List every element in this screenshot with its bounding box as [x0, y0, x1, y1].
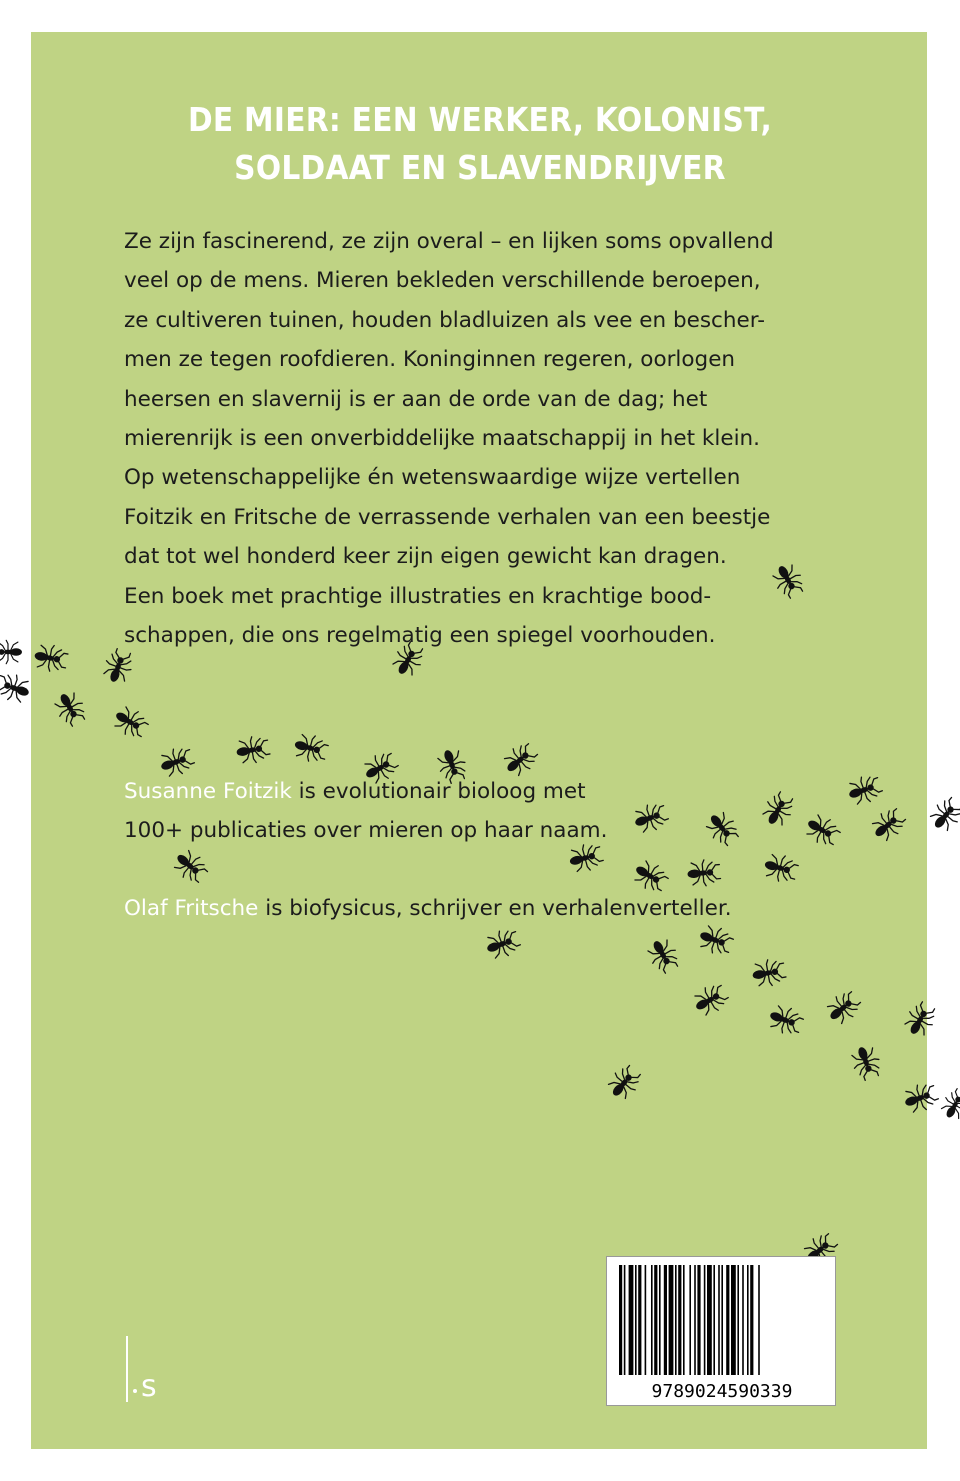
- ant-icon: [938, 1086, 960, 1123]
- publisher-logo-icon: [124, 1336, 174, 1406]
- ant-icon: [0, 640, 22, 663]
- ant-icon: [750, 957, 787, 988]
- blurb-line: Foitzik en Fritsche de verrassende verhalen van een beestje: [124, 504, 771, 530]
- ant-icon: [292, 731, 330, 765]
- ant-icon: [823, 987, 865, 1028]
- blurb-line: veel op de mens. Mieren bekleden verschillende beroepen,: [124, 268, 761, 294]
- author-name: Susanne Foitzik: [124, 779, 292, 804]
- ant-icon: [762, 851, 800, 885]
- blurb-line: Op wetenschappelijke én wetenswaardige wijze vertellen: [124, 465, 741, 491]
- ant-icon: [604, 1062, 645, 1104]
- ant-icon: [100, 647, 136, 686]
- ant-icon: [644, 935, 683, 976]
- ant-icon: [759, 789, 798, 830]
- ant-icon: [389, 639, 428, 680]
- ant-icon: [630, 857, 671, 896]
- blurb-line: mierenrijk is een onverbiddelijke maatschappij in het klein.: [124, 426, 761, 452]
- ant-icon: [567, 841, 605, 875]
- author-bio-text: 100+ publicaties over mieren op haar naam.: [124, 818, 608, 843]
- ant-icon: [769, 560, 808, 601]
- title-line: DE MIER: EEN WERKER, KOLONIST,: [187, 100, 773, 139]
- ant-icon: [901, 1080, 940, 1116]
- blurb-line: men ze tegen roofdieren. Koninginnen regeren, oorlogen: [124, 347, 736, 373]
- ant-icon: [110, 703, 151, 742]
- ant-icon: [51, 688, 90, 729]
- blurb-line: Ze zijn fascinerend, ze zijn overal – en lijken soms opvallend: [124, 229, 774, 254]
- ant-icon: [360, 748, 401, 787]
- blurb-line: ze cultiveren tuinen, houden bladluizen als vee en bescher-: [124, 307, 765, 333]
- ant-icon: [0, 670, 33, 706]
- ant-icon: [901, 999, 940, 1040]
- ant-icon: [631, 800, 670, 836]
- ant-icon: [690, 980, 731, 1019]
- ant-icon: [500, 739, 542, 780]
- ant-icon: [434, 746, 470, 785]
- ant-icon: [766, 1002, 805, 1038]
- blurb-line: dat tot wel honderd keer zijn eigen gewicht kan dragen.: [124, 544, 727, 570]
- title-line: SOLDAAT EN SLAVENDRIJVER: [234, 148, 726, 187]
- ant-icon: [926, 794, 960, 836]
- ant-icon: [483, 926, 522, 962]
- ant-icon: [845, 772, 884, 808]
- ant-icon: [868, 804, 910, 845]
- ant-icon: [702, 808, 743, 850]
- author-bio-text: is evolutionair bioloog met: [291, 779, 586, 804]
- ant-icon: [686, 859, 721, 888]
- blurb-line: heersen en slavernij is er aan de orde van de dag; het: [124, 386, 708, 412]
- ant-icon: [802, 811, 843, 850]
- ant-icon: [234, 734, 271, 765]
- ant-icon: [32, 643, 69, 674]
- barcode-icon: [615, 1265, 829, 1377]
- blurb-line: Een boek met prachtige illustraties en krachtige bood-: [124, 583, 712, 609]
- isbn-number: 9789024590339: [651, 1381, 793, 1402]
- author-bio-text: is biofysicus, schrijver en verhalenverteller.: [258, 896, 732, 921]
- ant-icon: [696, 922, 735, 958]
- blurb-line: schappen, die ons regelmatig een spiegel voorhouden.: [124, 623, 716, 649]
- ant-icon: [157, 744, 196, 780]
- ant-icon: [170, 846, 212, 887]
- ant-icon: [848, 1043, 884, 1082]
- author-name: Olaf Fritsche: [124, 896, 259, 921]
- barcode: [606, 1256, 836, 1406]
- publisher-logo-letter: s: [141, 1369, 157, 1404]
